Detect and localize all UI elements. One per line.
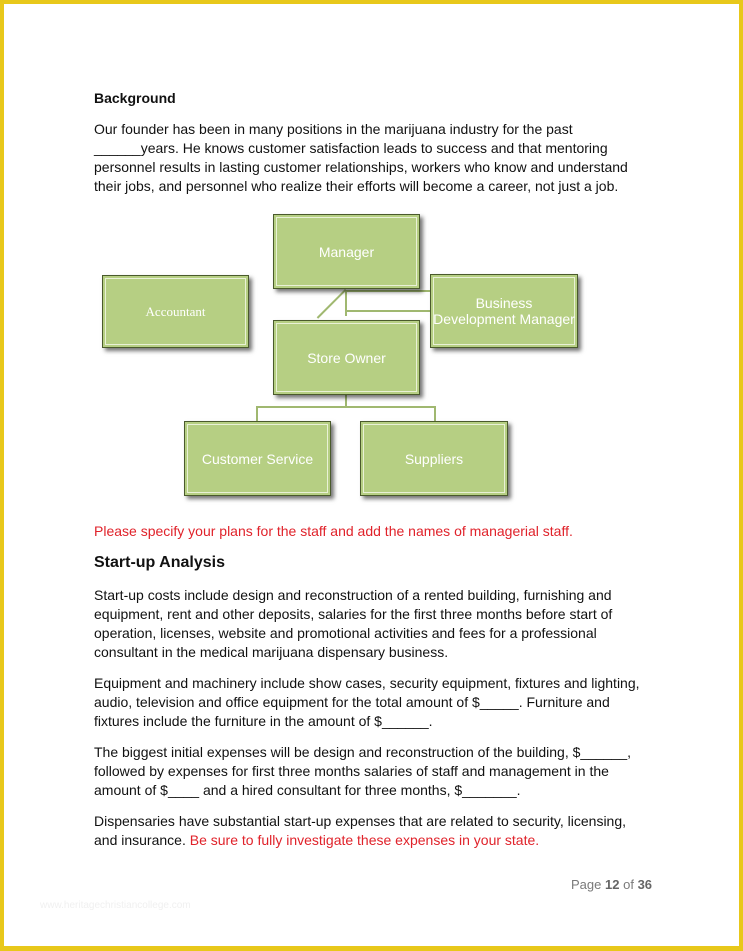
- startup-p4-red-note: Be sure to fully investigate these expenses in your state.: [189, 832, 540, 848]
- page-footer: [571, 877, 652, 892]
- connector-manager-diag: [317, 289, 347, 319]
- connector-manager-down: [345, 290, 347, 316]
- startup-p3-line-2: followed by expenses for first three months salaries of staff and management in the: [94, 763, 609, 779]
- startup-p1-line-2: equipment, rent and other deposits, salaries for the first three months before start of: [94, 606, 613, 622]
- startup-p3-line-3: amount of $____ and a hired consultant for three months, $_______.: [94, 782, 521, 798]
- manager-label: Manager: [318, 243, 375, 260]
- suppliers-box: [360, 421, 508, 496]
- page-total: 36: [637, 877, 653, 892]
- customer-service-box: [184, 421, 331, 496]
- connector-bizdev-h2: [345, 310, 431, 312]
- accountant-label: Accountant: [145, 303, 206, 319]
- background-line-4: their jobs, and personnel who realize their efforts will become a career, not just a job.: [94, 178, 619, 194]
- startup-p1-line-3: operation, licenses, website and promotional activities and fees for a professional: [94, 625, 597, 641]
- startup-p2-line-2: audio, television and office equipment for the total amount of $_____. Furniture and: [94, 694, 610, 710]
- customer-service-label: Customer Service: [201, 450, 314, 467]
- page-word: Page: [571, 877, 602, 892]
- business-development-manager-label: [433, 295, 575, 327]
- startup-p4-black: and insurance.: [94, 832, 190, 848]
- startup-p1-line-4: consultant in the medical marijuana dispensary business.: [94, 644, 449, 660]
- startup-p1-line-1: Start-up costs include design and reconstruction of a rented building, furnishing and: [94, 587, 612, 603]
- connector-cs-down: [256, 406, 258, 422]
- business-dev-line-1: Business: [475, 295, 533, 311]
- startup-paragraph-1: [94, 586, 612, 662]
- business-development-manager-box: [430, 274, 578, 348]
- background-line-1: Our founder has been in many positions in the marijuana industry for the past: [94, 121, 573, 137]
- page-number: 12: [605, 877, 620, 892]
- startup-paragraph-3: [94, 743, 631, 800]
- connector-suppliers-down: [434, 406, 436, 422]
- business-dev-line-2: Development Manager: [433, 311, 575, 327]
- connector-branch: [256, 406, 436, 408]
- staff-note: Please specify your plans for the staff and add the names of managerial staff.: [94, 523, 573, 539]
- manager-box: [273, 214, 420, 289]
- store-owner-box: [273, 320, 420, 395]
- connector-bizdev-h1: [345, 290, 431, 292]
- startup-p4-line-2: [94, 831, 626, 850]
- accountant-box: [102, 275, 249, 348]
- startup-p2-line-3: fixtures include the furniture in the amount of $______.: [94, 713, 433, 729]
- background-line-3: personnel results in lasting customer relationships, workers who know and understand: [94, 159, 628, 175]
- startup-p4-line-1: Dispensaries have substantial start-up expenses that are related to security, licensing,: [94, 813, 627, 829]
- store-owner-label: Store Owner: [307, 349, 386, 366]
- suppliers-label: Suppliers: [404, 450, 464, 467]
- startup-p2-line-1: Equipment and machinery include show cases, security equipment, fixtures and lighting,: [94, 675, 640, 691]
- background-paragraph: [94, 120, 628, 196]
- watermark: www.heritagechristiancollege.com: [40, 900, 191, 911]
- startup-paragraph-2: [94, 674, 640, 731]
- startup-paragraph-4: [94, 812, 626, 850]
- document-page: [4, 4, 739, 946]
- startup-p3-line-1: The biggest initial expenses will be design and reconstruction of the building, $______,: [94, 744, 632, 760]
- background-line-2: ______years. He knows customer satisfaction leads to success and that mentoring: [94, 140, 608, 156]
- of-word: of: [623, 877, 634, 892]
- background-heading: Background: [94, 90, 176, 106]
- startup-heading: Start-up Analysis: [94, 554, 225, 571]
